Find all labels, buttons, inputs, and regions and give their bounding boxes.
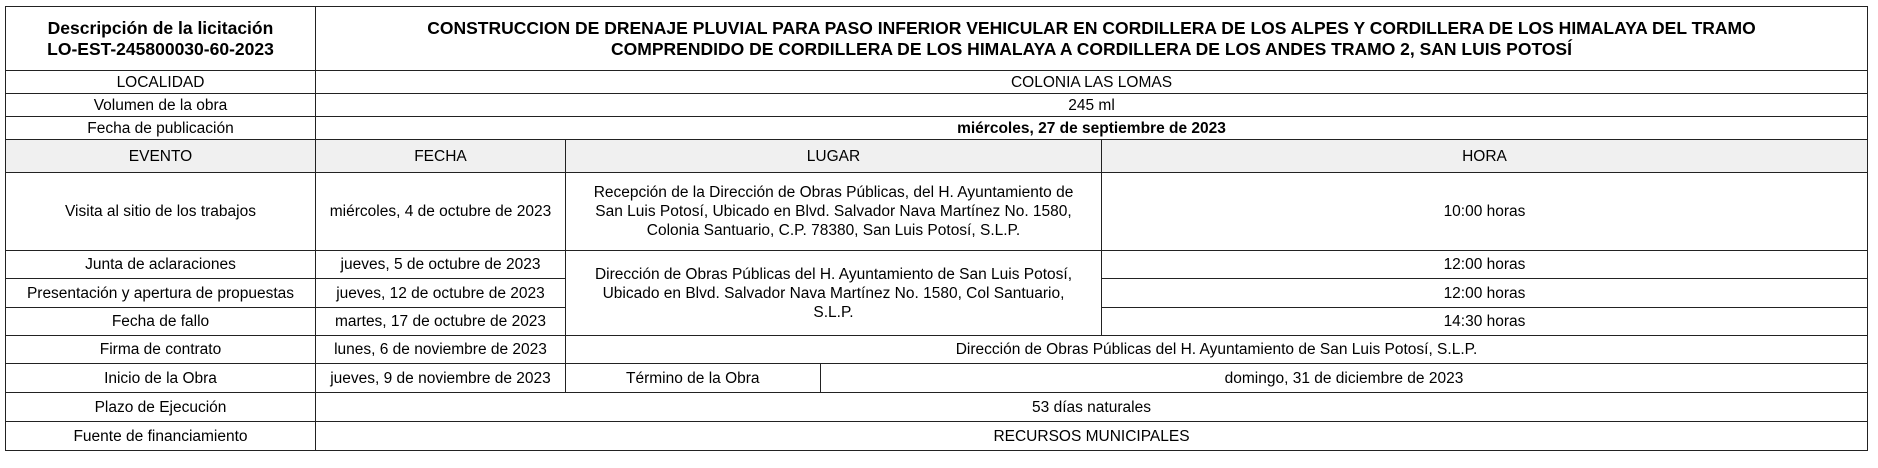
shared-lugar [566, 251, 1102, 336]
plazo-value: 53 días naturales [316, 393, 1868, 422]
presentacion-evento: Presentación y apertura de propuestas [6, 279, 316, 308]
presentacion-hora: 12:00 horas [1102, 279, 1868, 308]
visita-lugar-line-1: Recepción de la Dirección de Obras Públicas, del H. Ayuntamiento de [593, 184, 1074, 201]
column-header-evento: EVENTO [6, 140, 316, 173]
column-header-hora: HORA [1102, 140, 1868, 173]
visita-lugar [566, 173, 1102, 251]
event-row-inicio [6, 364, 1868, 393]
tender-title-line-2: COMPRENDIDO DE CORDILLERA DE LOS HIMALAYA A CORDILLERA DE LOS ANDES TRAMO 2, SAN LUIS POTOSÍ [611, 38, 1572, 59]
visita-lugar-line-2: San Luis Potosí, Ubicado en Blvd. Salvador Nava Martínez No. 1580, [595, 203, 1072, 220]
shared-lugar-line-2: Ubicado en Blvd. Salvador Nava Martínez No. 1580, Col Santuario, [602, 284, 1065, 302]
header-row [6, 7, 1868, 71]
junta-hora: 12:00 horas [1102, 251, 1868, 279]
presentacion-fecha: jueves, 12 de octubre de 2023 [316, 279, 566, 308]
localidad-row [6, 71, 1868, 94]
column-header-lugar: LUGAR [566, 140, 1102, 173]
fallo-fecha: martes, 17 de octubre de 2023 [316, 308, 566, 336]
event-row-firma [6, 336, 1868, 364]
localidad-label: LOCALIDAD [6, 71, 316, 94]
fuente-value: RECURSOS MUNICIPALES [316, 422, 1868, 451]
tender-table [5, 6, 1868, 451]
fuente-row [6, 422, 1868, 451]
visita-fecha: miércoles, 4 de octubre de 2023 [316, 173, 566, 251]
shared-lugar-line-1: Dirección de Obras Públicas del H. Ayuntamiento de San Luis Potosí, [594, 265, 1073, 283]
volumen-value: 245 ml [316, 94, 1868, 117]
visita-lugar-line-3: Colonia Santuario, C.P. 78380, San Luis Potosí, S.L.P. [646, 222, 1021, 239]
tender-title-cell [316, 7, 1868, 71]
firma-lugar: Dirección de Obras Públicas del H. Ayuntamiento de San Luis Potosí, S.L.P. [566, 336, 1868, 364]
tender-description-label: Descripción de la licitación [47, 17, 274, 38]
firma-evento: Firma de contrato [6, 336, 316, 364]
inicio-fecha: jueves, 9 de noviembre de 2023 [316, 364, 566, 393]
publicacion-label: Fecha de publicación [6, 117, 316, 140]
junta-fecha: jueves, 5 de octubre de 2023 [316, 251, 566, 279]
column-header-fecha: FECHA [316, 140, 566, 173]
fallo-evento: Fecha de fallo [6, 308, 316, 336]
tender-title-line-1: CONSTRUCCION DE DRENAJE PLUVIAL PARA PASO INFERIOR VEHICULAR EN CORDILLERA DE LOS ALPES Y CORDILLERA DE LOS HIMALAYA DEL TRAMO [427, 17, 1756, 38]
junta-evento: Junta de aclaraciones [6, 251, 316, 279]
plazo-label: Plazo de Ejecución [6, 393, 316, 422]
tender-code: LO-EST-245800030-60-2023 [47, 38, 274, 59]
visita-evento: Visita al sitio de los trabajos [6, 173, 316, 251]
publicacion-row [6, 117, 1868, 140]
termino-label: Término de la Obra [566, 364, 821, 393]
plazo-row [6, 393, 1868, 422]
fuente-label: Fuente de financiamiento [6, 422, 316, 451]
termino-value: domingo, 31 de diciembre de 2023 [821, 364, 1868, 393]
fallo-hora: 14:30 horas [1102, 308, 1868, 336]
volumen-row [6, 94, 1868, 117]
firma-fecha: lunes, 6 de noviembre de 2023 [316, 336, 566, 364]
column-header-row [6, 140, 1868, 173]
tender-description-cell [6, 7, 316, 71]
event-row-visita [6, 173, 1868, 251]
localidad-value: COLONIA LAS LOMAS [316, 71, 1868, 94]
visita-hora: 10:00 horas [1102, 173, 1868, 251]
event-row-junta [6, 251, 1868, 279]
publicacion-value: miércoles, 27 de septiembre de 2023 [316, 117, 1868, 140]
inicio-evento: Inicio de la Obra [6, 364, 316, 393]
volumen-label: Volumen de la obra [6, 94, 316, 117]
shared-lugar-line-3: S.L.P. [813, 303, 854, 321]
